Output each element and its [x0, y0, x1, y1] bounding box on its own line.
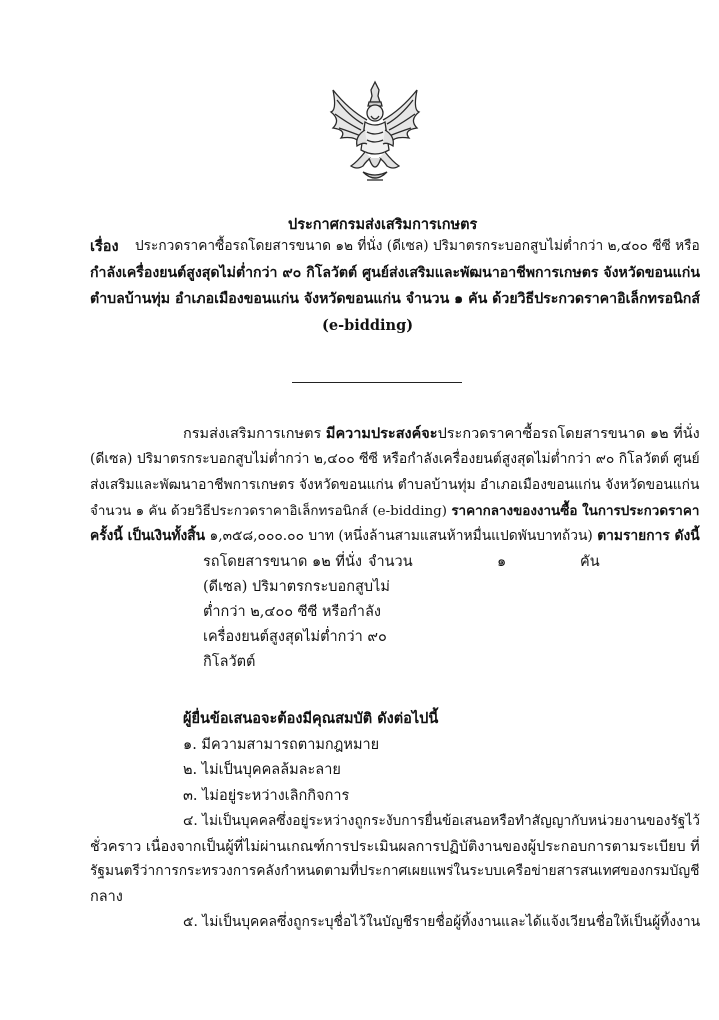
- intro-method: จำนวน ๑ คัน ด้วยวิธีประกวดราคาอิเล็กทรอนิกส์ (e-bidding): [90, 504, 448, 519]
- item-desc-line-4: เครื่องยนต์สูงสุดไม่ต่ำกว่า ๙๐: [203, 629, 387, 645]
- intro-purpose: ประกวดราคาซื้อรถโดยสารขนาด ๑๒ ที่นั่ง: [437, 426, 700, 442]
- intro-total-label: ครั้งนี้ เป็นเงินทั้งสิ้น: [90, 528, 206, 544]
- item-desc-line-5: กิโลวัตต์: [203, 654, 256, 670]
- item-unit: คัน: [580, 554, 600, 570]
- qualification-4-line-4: กลาง: [90, 889, 123, 905]
- qualification-4-line-1: ๔. ไม่เป็นบุคคลซึ่งอยู่ระหว่างถูกระงับการยื่นข้อเสนอหรือทำสัญญากับหน่วยงานของรัฐไว้: [183, 813, 700, 829]
- qualification-4-line-3: รัฐมนตรีว่าการกระทรวงการคลังกำหนดตามที่ประกาศเผยแพร่ในระบบเครือข่ายสารสนเทศของกรมบัญชี: [90, 863, 700, 879]
- intro-intent: มีความประสงค์จะ: [325, 425, 438, 442]
- subject-line-3: ตำบลบ้านทุ่ม อำเภอเมืองขอนแก่น จังหวัดขอนแก่น จำนวน ๑ คัน ด้วยวิธีประกวดราคาอิเล็กทรอนิกส์: [90, 291, 700, 307]
- qualification-4-line-2: ชั่วคราว เนื่องจากเป็นผู้ที่ไม่ผ่านเกณฑ์การประเมินผลการปฏิบัติงานของผู้ประกอบการตามระเบียบ ที่: [90, 839, 700, 855]
- qualification-1: ๑. มีความสามารถตามกฎหมาย: [183, 737, 380, 753]
- qualification-5-line-1: ๕. ไม่เป็นบุคคลซึ่งถูกระบุชื่อไว้ในบัญชีรายชื่อผู้ทิ้งงานและได้แจ้งเวียนชื่อให้เป็นผู้ทิ้งงาน: [183, 914, 701, 930]
- intro-line-5: [90, 530, 700, 544]
- intro-line-4: [90, 505, 699, 518]
- intro-total-amount: ๑,๓๕๘,๐๐๐.๐๐ บาท (หนึ่งล้านสามแสนห้าหมื่นแปดพันบาทถ้วน): [209, 528, 593, 544]
- intro-line-3: ส่งเสริมและพัฒนาอาชีพการเกษตร จังหวัดขอนแก่น ตำบลบ้านทุ่ม อำเภอเมืองขอนแก่น จังหวัดขอนแก่น: [90, 477, 700, 493]
- item-desc-line-2: (ดีเซล) ปริมาตรกระบอกสูบไม่: [203, 579, 390, 595]
- intro-line-1: [183, 427, 700, 441]
- subject-label: เรื่อง: [90, 238, 119, 255]
- qualification-3: ๓. ไม่อยู่ระหว่างเลิกกิจการ: [183, 788, 350, 804]
- intro-line-2: (ดีเซล) ปริมาตรกระบอกสูบไม่ต่ำกว่า ๒,๔๐๐ ซีซี หรือกำลังเครื่องยนต์สูงสุดไม่ต่ำกว่า ๙๐ กิโลวัตต์ ศูนย์: [90, 451, 700, 467]
- item-qty-label: จำนวน: [368, 554, 413, 570]
- item-qty: ๑: [497, 554, 507, 570]
- item-desc-line-1: รถโดยสารขนาด ๑๒ ที่นั่ง: [203, 554, 362, 570]
- subject-line-4: (e-bidding): [322, 317, 414, 334]
- qualifications-heading: ผู้ยื่นข้อเสนอจะต้องมีคุณสมบัติ ดังต่อไปนี้: [183, 710, 439, 727]
- subject-line-1: ประกวดราคาซื้อรถโดยสารขนาด ๑๒ ที่นั่ง (ดีเซล) ปริมาตรกระบอกสูบไม่ต่ำกว่า ๒,๔๐๐ ซีซี หรือ: [135, 238, 700, 254]
- item-desc-line-3: ต่ำกว่า ๒,๔๐๐ ซีซี หรือกำลัง: [203, 604, 381, 620]
- intro-median-price-label: ราคากลางของงานซื้อ ในการประกวดราคา: [451, 503, 700, 519]
- intro-list-label: ตามรายการ ดังนี้: [597, 528, 700, 544]
- intro-agency: กรมส่งเสริมการเกษตร: [183, 426, 322, 442]
- garuda-emblem-icon: [327, 80, 423, 188]
- announcement-issuer: ประกาศกรมส่งเสริมการเกษตร: [288, 216, 478, 233]
- qualification-2: ๒. ไม่เป็นบุคคลล้มละลาย: [183, 762, 341, 778]
- header-divider: [292, 382, 462, 383]
- subject-line-2: กำลังเครื่องยนต์สูงสุดไม่ต่ำกว่า ๙๐ กิโลวัตต์ ศูนย์ส่งเสริมและพัฒนาอาชีพการเกษตร จังหวัดขอนแก่น: [90, 265, 700, 281]
